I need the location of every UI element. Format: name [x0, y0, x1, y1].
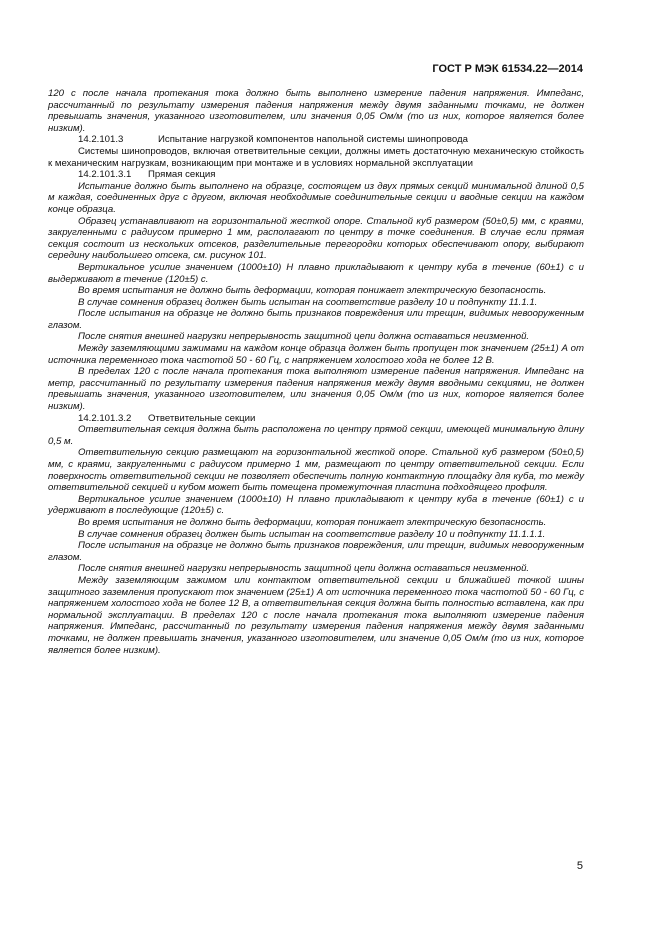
section-title: Прямая секция [148, 169, 216, 181]
paragraph: После снятия внешней нагрузки непрерывность защитной цепи должна оставаться неизменной. [78, 563, 530, 575]
section-number: 14.2.101.3.2 [78, 412, 132, 424]
paragraph: Между заземляющими зажимами на каждом конце образца должен быть пропущен ток значением (25±1) А от источника переменного тока частотой 50 - 60 Гц, с напряжением холостого хода не более 12 В. [48, 343, 584, 366]
document-body [48, 88, 584, 656]
paragraph: Испытание должно быть выполнено на образце, состоящем из двух прямых секций минимальной длиной 0,5 м каждая, соединенных друг с другом, включая необходимые соединительные секции и вводные секции на каждом конце образца. [48, 180, 584, 215]
paragraph: В случае сомнения образец должен быть испытан на соответствие разделу 10 и подпункту 11.1.1. [78, 296, 538, 308]
paragraph: После испытания на образце не должно быть признаков повреждения, или трещин, видимых невооруженным глазом. [48, 540, 584, 563]
paragraph: После снятия внешней нагрузки непрерывность защитной цепи должна оставаться неизменной. [78, 331, 530, 343]
page-number: 5 [576, 860, 583, 872]
section-heading [48, 134, 584, 146]
paragraph: Между заземляющим зажимом или контактом ответвительной секции и ближайшей точкой шины защитного заземления пропускают ток значением (25±1) А от источника переменного тока частотой 50 - 60 Гц, с напряжением холостого хода не более 12 В, а ответвительная секция должна быть полностью вставлена, как при нормальной эксплуатации. В пределах 120 с после начала протекания тока выполняют измерение падения напряжения. Импеданс, рассчитанный по результату измерения падения напряжения между двумя заданными точками, не должен превышать значения, указанного изготовителем, или значение 0,05 Ом/м (то из них, которое является более низким). [48, 574, 584, 656]
section-heading [48, 169, 584, 181]
paragraph: Во время испытания не должно быть деформации, которая понижает электрическую безопасность. [78, 516, 547, 528]
paragraph: Вертикальное усилие значением (1000±10) Н плавно прикладывают к центру куба в течение (60±1) с и удерживают в последующие (120±5) с. [48, 493, 584, 517]
document-header: ГОСТ Р МЭК 61534.22—2014 [432, 63, 583, 75]
paragraph: Вертикальное усилие значением (1000±10) Н плавно прикладывают к центру куба в течение (60±1) с и выдерживают в течение (120±5) с. [48, 261, 584, 285]
paragraph: Во время испытания не должно быть деформации, которая понижает электрическую безопасность. [78, 285, 547, 297]
paragraph: В пределах 120 с после начала протекания тока выполняют измерение падения напряжения. Импеданс на метр, рассчитанный по результату измерения падения напряжения между двумя вводными секциями, не должен превышать значения, указанного изготовителем, или значения 0,05 Ом/м (то из них, которое является более низким). [48, 366, 584, 413]
paragraph: Образец устанавливают на горизонтальной жесткой опоре. Стальной куб размером (50±0,5) мм, с краями, закругленными с радиусом примерно 1 мм, располагают по центру в точке соединения. В случае если прямая секция состоит из нескольких отсеков, разделительные перегородки которых обеспечивают опору, выбирают середину наибольшего отсека, см. рисунок 101. [48, 215, 584, 262]
paragraph: Системы шинопроводов, включая ответвительные секции, должны иметь достаточную механическую стойкость к механическим нагрузкам, возникающим при монтаже и в условиях нормальной эксплуатации [48, 145, 584, 169]
section-number: 14.2.101.3 [78, 134, 124, 146]
paragraph: В случае сомнения образец должен быть испытан на соответствие разделу 10 и подпункту 11.1.1.1. [78, 528, 546, 540]
section-heading [48, 413, 584, 425]
section-number: 14.2.101.3.1 [78, 169, 132, 181]
section-title: Ответвительные секции [148, 412, 256, 424]
section-title: Испытание нагрузкой компонентов напольной системы шинопровода [158, 134, 468, 146]
paragraph: После испытания на образце не должно быть признаков повреждения или трещин, видимых невооруженным глазом. [48, 308, 584, 331]
paragraph: Ответвительная секция должна быть расположена по центру прямой секции, имеющей минимальную длину 0,5 м. [48, 424, 584, 447]
paragraph: Ответвительную секцию размещают на горизонтальной жесткой опоре. Стальной куб размером (50±0,5) мм, с краями, закругленными с радиусом примерно 1 мм, размещают по центру ответвительной секции. Если поверхность ответвительной секции не позволяет обеспечить полную контактную площадку для куба, то между ответвительной секцией и кубом может быть помещена промежуточная пластина подходящего профиля. [48, 447, 584, 494]
paragraph: 120 с после начала протекания тока должно быть выполнено измерение падения напряжения. Импеданс, рассчитанный по результату измерения падения напряжения между двумя заданными точками, не должен превышать значения, указанного изготовителем, или значения 0,05 Ом/м (то из них, которое является более низким). [48, 88, 584, 134]
